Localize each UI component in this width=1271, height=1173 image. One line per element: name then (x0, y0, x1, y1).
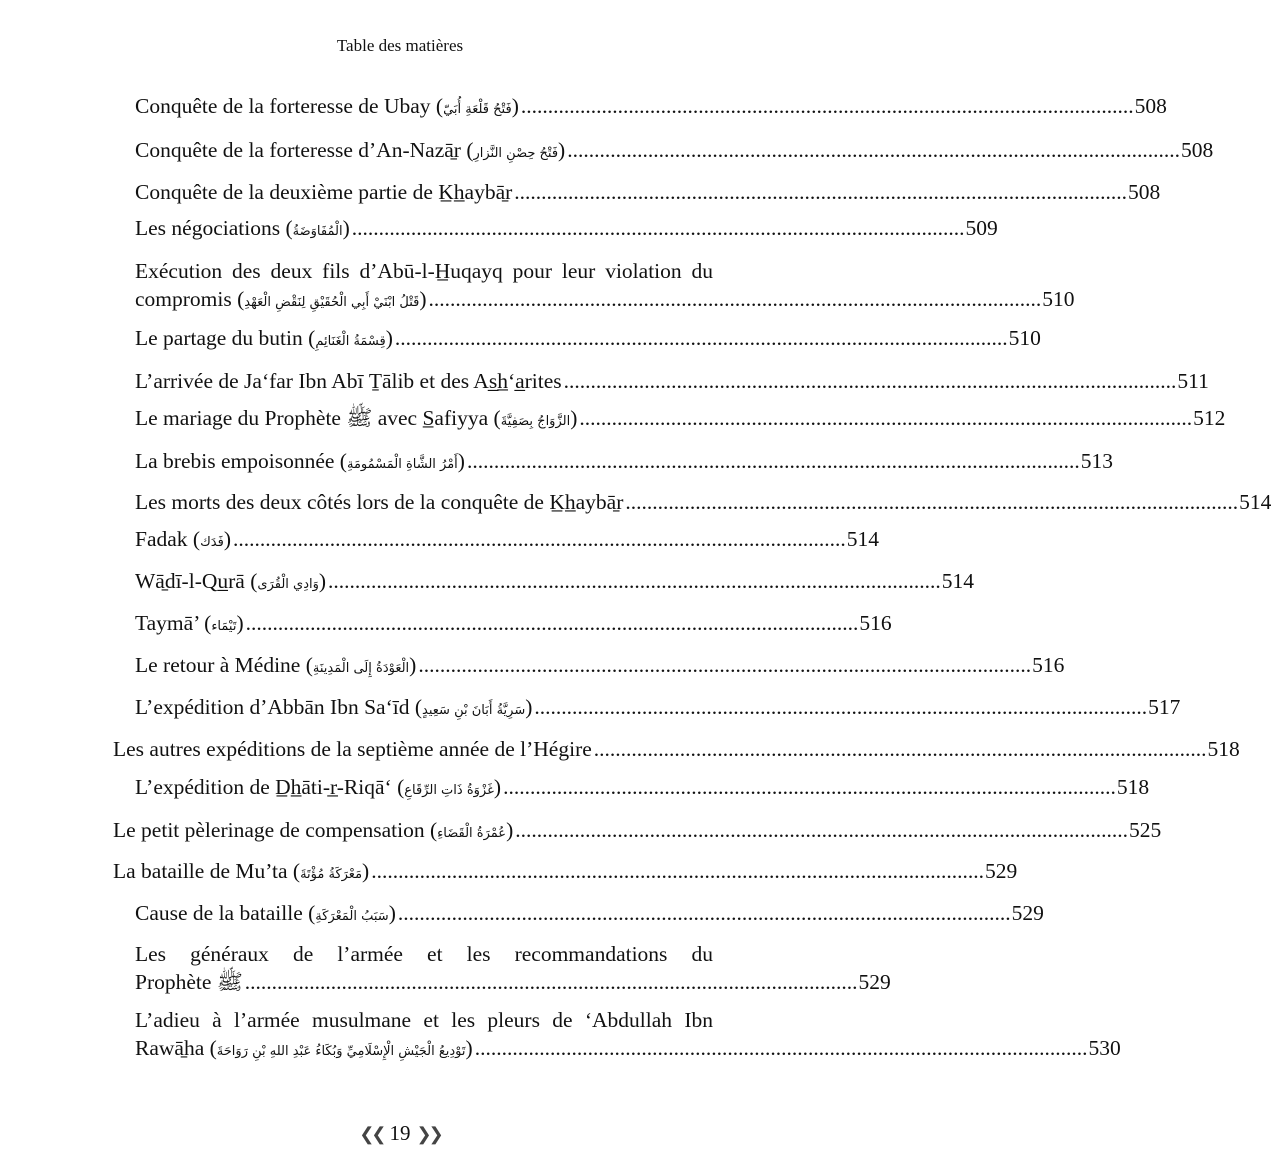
toc-entry[interactable] (135, 488, 1271, 516)
toc-entry[interactable] (135, 367, 1209, 395)
arabic-title: الْعَوْدَةُ إِلَى الْمَدِينَةِ (312, 661, 410, 676)
entry-title: L’expédition de D̲h̲āti-r̲-Riqā‘ (135, 775, 392, 799)
leader-dots: .................................................................................................................. (394, 326, 1008, 350)
arabic-title: الْمُفَاوَضَةُ (292, 224, 343, 239)
toc-entry[interactable]: Le retour à Médine (الْعَوْدَةُ إِلَى الْمَدِينَةِ) .................................................................................................................. 516 (135, 653, 1065, 677)
entry-title: L’expédition d’Abbān Ibn Sa‘īd (135, 695, 410, 719)
page-number: 514 (846, 527, 880, 551)
toc-entry[interactable]: Conquête de la forteresse d’An-Nazā̱r (فَتْحُ حِصْنِ النَّزارِ) .................................................................................................................. 508 (135, 138, 1214, 162)
entry-title: Fadak (135, 527, 188, 551)
toc-entry[interactable]: Le mariage du Prophète ﷺ avec S̲afiyya (الزَّوَاجُ بِصَفِيَّةَ) .................................................................................................................. 512 (135, 406, 1226, 430)
page-number: 514 (1239, 490, 1271, 514)
entry-title-line1: Exécution des deux fils d’Abū-l-H̲uqayq pour leur violation du (135, 259, 713, 283)
page-number: 518 (1207, 737, 1240, 761)
entry-title: Le mariage du Prophète ﷺ avec S̲afiyya (135, 406, 489, 430)
toc-entry[interactable]: Conquête de la forteresse de Ubay (فَتْحُ قَلْعَةِ أُبَيّ) .................................................................................................................. 508 (135, 94, 1167, 118)
entry-title: Le petit pèlerinage de compensation (113, 818, 425, 842)
arabic-title: تَيْمَاء (211, 619, 237, 634)
arabic-title: الزَّوَاجُ بِصَفِيَّةَ (500, 414, 571, 429)
entry-title: Conquête de la forteresse d’An-Nazā̱r (135, 138, 461, 162)
page-footer (0, 1121, 800, 1146)
entry-title: Prophète ﷺ (135, 970, 243, 994)
arabic-title: سَبَبُ الْمَعْرَكَةِ (315, 909, 389, 924)
leader-dots: .................................................................................................................. (563, 369, 1177, 393)
page-number: 512 (1193, 406, 1226, 430)
page-number: 529 (984, 859, 1018, 883)
running-header: Table des matières (336, 36, 464, 55)
toc-entry[interactable]: La bataille de Mu’ta (مَعْرَكَةُ مُؤْتَةَ) .................................................................................................................. 529 (113, 859, 1018, 883)
arabic-title: تَوْدِيعُ الْجَيْشِ الْإِسْلَامِيِّ وَبُكَاءُ عَبْدِ اللهِ بْنِ رَوَاحَةَ (216, 1044, 466, 1059)
arabic-title: وَادِي الْقُرَى (257, 577, 319, 592)
leader-dots: .................................................................................................................. (418, 653, 1032, 677)
entry-title: Conquête de la deuxième partie de K̲h̲aybā̱r (135, 180, 513, 204)
page-number: 513 (1080, 449, 1113, 473)
toc-entry[interactable]: Cause de la bataille (سَبَبُ الْمَعْرَكَةِ) .................................................................................................................. 529 (135, 901, 1044, 925)
page-number: 530 (1088, 1036, 1121, 1060)
arabic-title: أَمْرُ الشَّاةِ الْمَسْمُومَةِ (346, 457, 458, 472)
toc-entry[interactable]: Le petit pèlerinage de compensation (عُمْرَةُ الْقَضَاءِ) .................................................................................................................. 525 (113, 818, 1162, 842)
leader-dots: .................................................................................................................. (245, 611, 859, 635)
toc-entry[interactable]: L’adieu à l’armée musulmane et les pleurs de ‘Abdullah Ibn Rawā̱ha (تَوْدِيعُ الْجَيْشِ الْإِسْلَامِيِّ وَبُكَاءُ عَبْدِ اللهِ بْنِ رَوَاحَةَ) .................................................................................................................. 530 (135, 1008, 1121, 1060)
entry-title: Cause de la bataille (135, 901, 303, 925)
arabic-title: فَتْحُ قَلْعَةِ أُبَيّ (443, 102, 512, 117)
leader-dots: .................................................................................................................. (520, 94, 1134, 118)
leader-dots: .................................................................................................................. (233, 527, 846, 551)
page-number: 525 (1128, 818, 1162, 842)
page-number: 508 (1180, 138, 1214, 162)
leader-dots: .................................................................................................................. (328, 569, 941, 593)
leader-dots: .................................................................................................................. (515, 818, 1128, 842)
toc-entry[interactable]: La brebis empoisonnée (أَمْرُ الشَّاةِ الْمَسْمُومَةِ) .................................................................................................................. 513 (135, 449, 1113, 473)
leader-dots: .................................................................................................................. (466, 449, 1080, 473)
leader-dots: .................................................................................................................. (514, 180, 1128, 204)
leader-dots: .................................................................................................................. (244, 970, 858, 994)
entry-title: Conquête de la forteresse de Ubay (135, 94, 431, 118)
page-number: 529 (858, 970, 891, 994)
arabic-title: قِسْمَةُ الْغَنَائِمِ (315, 334, 386, 349)
toc-entry[interactable]: Les négociations (الْمُفَاوَضَةُ) .................................................................................................................. 509 (135, 216, 998, 240)
entry-title: Le partage du butin (135, 326, 303, 350)
entry-title: Les négociations (135, 216, 281, 240)
toc-entry[interactable]: Fadak (فَدَك) .................................................................................................................. 514 (135, 527, 880, 551)
leader-dots: .................................................................................................................. (503, 775, 1116, 799)
leader-dots: .................................................................................................................. (371, 859, 984, 883)
page-number: 510 (1008, 326, 1041, 350)
entry-title-line1: Les généraux de l’armée et les recommandations du (135, 942, 713, 966)
entry-title: Les autres expéditions de la septième année de l’Hégire (113, 737, 592, 761)
page-number: 508 (1134, 94, 1167, 118)
page-number: 516 (1032, 653, 1065, 677)
page-number: 516 (859, 611, 892, 635)
page-number: 508 (1128, 180, 1161, 204)
entry-title: Rawā̱ha (135, 1036, 205, 1060)
leader-dots: .................................................................................................................. (625, 490, 1239, 514)
page-number: 510 (1042, 287, 1075, 311)
page-number: 514 (941, 569, 975, 593)
page-number: 511 (1177, 369, 1209, 393)
leader-dots: .................................................................................................................. (474, 1036, 1088, 1060)
toc-entry[interactable]: L’expédition de D̲h̲āti-r̲-Riqā‘ (غَزْوَةُ ذَاتِ الرِّقَاعِ) .................................................................................................................. 518 (135, 775, 1150, 799)
leader-dots: .................................................................................................................. (351, 216, 965, 240)
page-number: 518 (1116, 775, 1150, 799)
leader-dots: .................................................................................................................. (428, 287, 1042, 311)
entry-title: La bataille de Mu’ta (113, 859, 288, 883)
ornament-left-icon: ❮❮ (359, 1124, 384, 1144)
toc-entry[interactable] (135, 178, 1161, 206)
arabic-title: عُمْرَةُ الْقَضَاءِ (437, 826, 507, 841)
arabic-title: قَتْلُ ابْنَيْ أَبِي الْحُقَيْقِ لِنَقْضِ الْعَهْدِ (244, 295, 420, 310)
entry-title: Taymā’ (135, 611, 199, 635)
toc-entry[interactable] (135, 940, 891, 996)
toc-entry[interactable]: Exécution des deux fils d’Abū-l-H̲uqayq pour leur violation du compromis (قَتْلُ ابْنَيْ أَبِي الْحُقَيْقِ لِنَقْضِ الْعَهْدِ) .................................................................................................................. 510 (135, 259, 1075, 311)
folio-number: 19 (389, 1121, 411, 1145)
toc-entry[interactable]: L’expédition d’Abbān Ibn Sa‘īd (سَرِيَّةُ أَبَانَ بْنِ سَعِيدٍ) .................................................................................................................. 517 (135, 695, 1181, 719)
entry-title: La brebis empoisonnée (135, 449, 335, 473)
leader-dots: .................................................................................................................. (397, 901, 1011, 925)
leader-dots: .................................................................................................................. (579, 406, 1193, 430)
page-number: 529 (1011, 901, 1044, 925)
toc-entry[interactable]: Le partage du butin (قِسْمَةُ الْغَنَائِمِ) .................................................................................................................. 510 (135, 326, 1041, 350)
toc-entry[interactable]: Taymā’ (تَيْمَاء) .................................................................................................................. 516 (135, 611, 892, 635)
page-number: 517 (1148, 695, 1181, 719)
leader-dots: .................................................................................................................. (534, 695, 1148, 719)
toc-entry[interactable] (113, 735, 1240, 763)
leader-dots: .................................................................................................................. (593, 737, 1207, 761)
arabic-title: سَرِيَّةُ أَبَانَ بْنِ سَعِيدٍ (422, 703, 526, 718)
ornament-right-icon: ❯❯ (416, 1124, 441, 1144)
toc-entry[interactable]: Wā̱dī-l-Qu̲rā (وَادِي الْقُرَى) .................................................................................................................. 514 (135, 569, 975, 593)
entry-title: Les morts des deux côtés lors de la conquête de K̲h̲aybā̱r (135, 490, 624, 514)
entry-title: Wā̱dī-l-Qu̲rā (135, 569, 245, 593)
arabic-title: مَعْرَكَةُ مُؤْتَةَ (300, 867, 363, 882)
arabic-title: فَتْحُ حِصْنِ النَّزارِ (473, 146, 559, 161)
arabic-title: غَزْوَةُ ذَاتِ الرِّقَاعِ (404, 783, 494, 798)
entry-title: Le retour à Médine (135, 653, 301, 677)
entry-title-line1: L’adieu à l’armée musulmane et les pleurs de ‘Abdullah Ibn (135, 1008, 713, 1032)
page-number: 509 (965, 216, 998, 240)
leader-dots: .................................................................................................................. (567, 138, 1180, 162)
entry-title: compromis (135, 287, 232, 311)
arabic-title: فَدَك (200, 535, 224, 550)
entry-title: L’arrivée de Ja‘far Ibn Abī Ṯālib et des As̲h̲‘a̲rites (135, 369, 562, 393)
